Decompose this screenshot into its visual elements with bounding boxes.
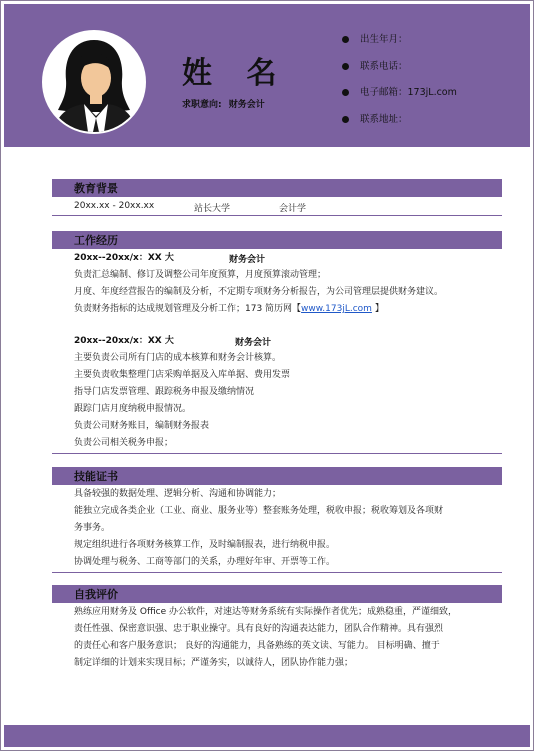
contact-phone: 联系电话： — [360, 60, 408, 72]
contact-row-phone — [342, 60, 532, 87]
job2-line: 负责公司财务账目，编制财务报表 — [74, 421, 210, 431]
contact-row-birth — [342, 33, 532, 60]
bullet-icon — [342, 63, 349, 70]
section-work — [52, 231, 502, 249]
section-title: 教育背景 — [74, 182, 118, 195]
job2-role: 财务会计 — [235, 338, 272, 348]
contact-row-email — [342, 86, 532, 113]
job1-line: 负责汇总编制、修订及调整公司年度预算，月度预算滚动管理； — [74, 270, 327, 280]
evaluation-line: 责任性强、保密意识强、忠于职业操守。具有良好的沟通表达能力，团队合作精神。具有强烈 — [74, 624, 444, 634]
link-suffix: 】 — [374, 304, 384, 314]
avatar — [42, 30, 146, 134]
website-link[interactable]: www.173jL.com — [301, 304, 372, 314]
job1-line-text: 负责财务指标的达成规划管理及分析工作；173 简历网【 — [74, 304, 302, 314]
skills-line: 能独立完成各类企业（工业、商业、服务业等）整套账务处理，税收申报；税收筹划及各项财 — [74, 506, 444, 516]
contact-email: 电子邮箱：173jL.com — [360, 87, 457, 98]
female-avatar-icon — [44, 32, 144, 132]
education-school: 站长大学 — [194, 204, 231, 214]
job1-line: 月度、年度经营报告的编制及分析，不定期专项财务分析报告，为公司管理层提供财务建议。 — [74, 287, 444, 297]
bullet-icon — [342, 36, 349, 43]
evaluation-line: 制定详细的计划来实现目标；严谨务实，以诚待人，团队协作能力强； — [74, 658, 354, 668]
section-divider — [52, 453, 502, 454]
section-divider — [52, 215, 502, 216]
objective-value: 财务会计 — [228, 100, 265, 110]
job1-line — [74, 303, 384, 315]
contact-info — [342, 33, 532, 139]
education-dates: 20xx.xx - 20xx.xx — [74, 201, 155, 211]
bullet-icon — [342, 89, 349, 96]
job2-line: 指导门店发票管理、跟踪税务申报及缴纳情况 — [74, 387, 255, 397]
objective-label: 求职意向: — [182, 100, 222, 110]
evaluation-line: 熟练应用财务及 Office 办公软件，对速达等财务系统有实际操作者优先；成熟稳重，严谨细致， — [74, 607, 457, 617]
resume-header — [4, 4, 530, 147]
section-skills — [52, 467, 502, 485]
contact-address: 联系地址： — [360, 113, 408, 125]
job2-line: 跟踪门店月度纳税申报情况。 — [74, 404, 192, 414]
job1-dates: 20xx--20xx/x：XX 大 — [74, 253, 174, 263]
evaluation-line: 的责任心和客户服务意识； 良好的沟通能力，具备熟练的英文读、写能力。 目标明确、擅于 — [74, 641, 440, 651]
bullet-icon — [342, 116, 349, 123]
skills-line: 务事务。 — [74, 523, 111, 533]
skills-line: 具备较强的数据处理、逻辑分析、沟通和协调能力； — [74, 489, 282, 499]
job2-line: 负责公司相关税务申报； — [74, 438, 174, 448]
job2-dates: 20xx--20xx/x：XX 大 — [74, 336, 174, 346]
section-evaluation — [52, 585, 502, 603]
skills-line: 协调处理与税务、工商等部门的关系，办理好年审、开票等工作。 — [74, 557, 336, 567]
section-education — [52, 179, 502, 197]
contact-birth: 出生年月： — [360, 34, 408, 45]
skills-line: 规定组织进行各项财务核算工作，及时编制报表，进行纳税申报。 — [74, 540, 336, 550]
footer-bar — [4, 725, 530, 747]
contact-row-address — [342, 113, 532, 140]
section-title: 工作经历 — [74, 234, 118, 247]
job-objective — [182, 97, 269, 110]
job2-line: 主要负责公司所有门店的成本核算和财务会计核算。 — [74, 353, 282, 363]
job1-role: 财务会计 — [229, 255, 266, 265]
section-divider — [52, 572, 502, 573]
section-title: 自我评价 — [74, 588, 118, 601]
education-major: 会计学 — [279, 204, 307, 214]
job2-line: 主要负责收集整理门店采购单据及入库单据、费用发票 — [74, 370, 291, 380]
candidate-name: 姓 名 — [182, 56, 289, 91]
section-title: 技能证书 — [74, 470, 118, 483]
